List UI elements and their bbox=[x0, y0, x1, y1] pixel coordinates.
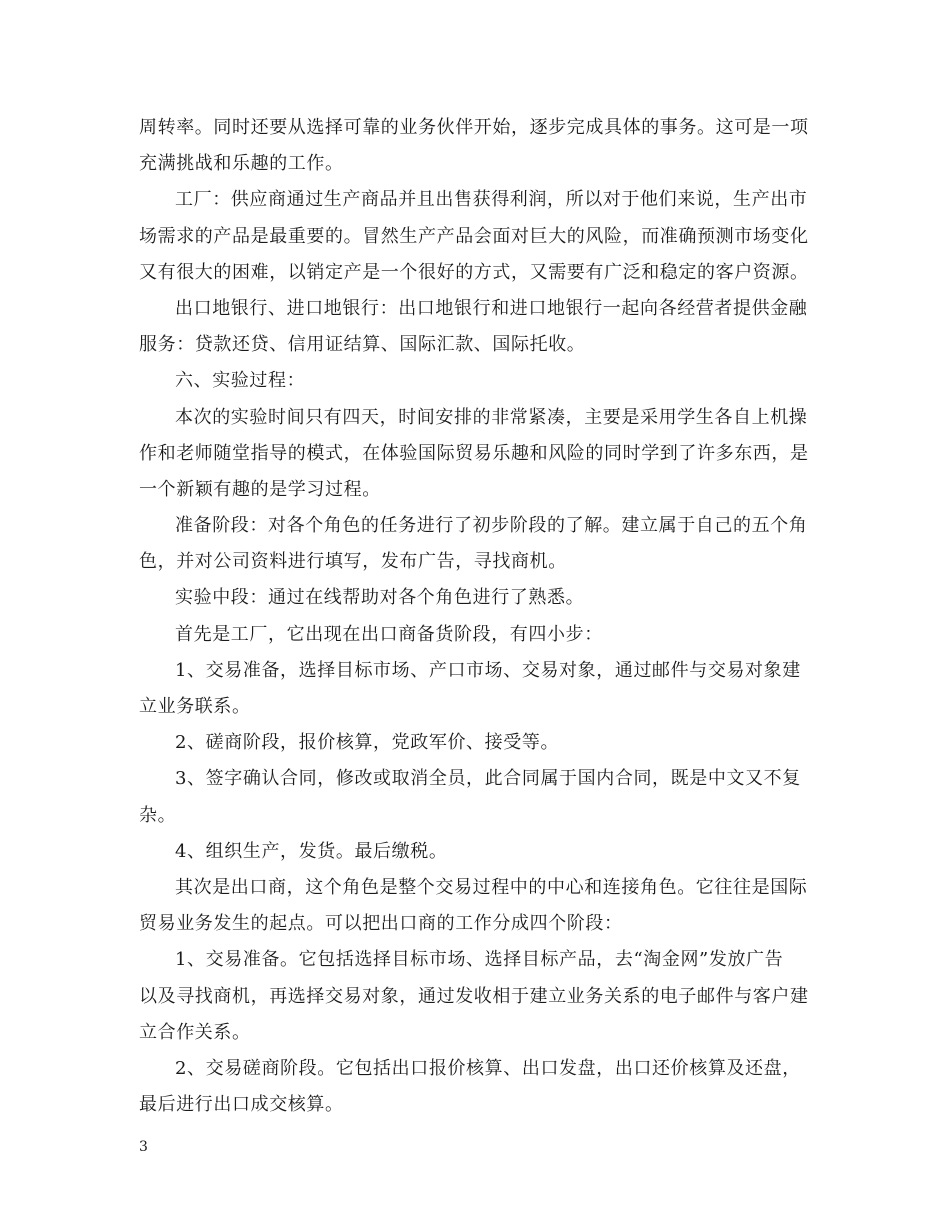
document-body bbox=[139, 110, 814, 1123]
text-line: 出口地银行、进口地银行：出口地银行和进口地银行一起向各经营者提供金融 bbox=[175, 297, 808, 319]
text-line: 准备阶段：对各个角色的任务进行了初步阶段的了解。建立属于自己的五个角 bbox=[175, 515, 808, 537]
text-line: 工厂：供应商通过生产商品并且出售获得利润，所以对于他们来说，生产出市 bbox=[175, 189, 808, 211]
text-line: 杂。 bbox=[139, 804, 177, 826]
section-heading: 六、实验过程： bbox=[175, 370, 306, 392]
list-item-text: 4、组织生产，发货。最后缴税。 bbox=[175, 840, 448, 862]
list-item-text: 2、磋商阶段，报价核算，党政军价、接受等。 bbox=[175, 732, 560, 754]
text-line: 场需求的产品是最重要的。冒然生产产品会面对巨大的风险，而准确预测市场变化 bbox=[139, 225, 809, 247]
text-line: 充满挑战和乐趣的工作。 bbox=[139, 153, 344, 175]
text-line: 本次的实验时间只有四天，时间安排的非常紧凑，主要是采用学生各自上机操 bbox=[175, 406, 808, 428]
text-line: 以及寻找商机，再选择交易对象，通过发收相于建立业务关系的电子邮件与客户建 bbox=[139, 985, 809, 1007]
text-line: 首先是工厂，它出现在出口商备货阶段，有四小步： bbox=[175, 623, 603, 645]
text-line: 一个新颖有趣的是学习过程。 bbox=[139, 478, 381, 500]
list-item-text: 1、交易准备，选择目标市场、产口市场、交易对象，通过邮件与交易对象建 bbox=[175, 659, 801, 681]
text-line: 实验中段：通过在线帮助对各个角色进行了熟悉。 bbox=[175, 587, 585, 609]
text-line: 作和老师随堂指导的模式，在体验国际贸易乐趣和风险的同时学到了许多东西，是 bbox=[139, 442, 809, 464]
text-line: 周转率。同时还要从选择可靠的业务伙伴开始，逐步完成具体的事务。这可是一项 bbox=[139, 117, 809, 138]
list-item-text: 1、交易准备。它包括选择目标市场、选择目标产品，去“淘金网”发放广告 bbox=[175, 949, 784, 971]
text-line: 贸易业务发生的起点。可以把出口商的工作分成四个阶段： bbox=[139, 913, 623, 935]
list-item-text: 2、交易磋商阶段。它包括出口报价核算、出口发盘，出口还价核算及还盘， bbox=[175, 1057, 801, 1079]
page-number: 3 bbox=[139, 1139, 148, 1155]
text-line: 服务：贷款还贷、信用证结算、国际汇款、国际托收。 bbox=[139, 334, 586, 356]
list-item-text: 3、签字确认合同，修改或取消全员，此合同属于国内合同，既是中文又不复 bbox=[175, 768, 801, 790]
text-line: 色，并对公司资料进行填写，发布广告，寻找商机。 bbox=[139, 551, 567, 573]
text-line: 又有很大的困难，以销定产是一个很好的方式，又需要有广泛和稳定的客户资源。 bbox=[139, 261, 809, 283]
text-line: 最后进行出口成交核算。 bbox=[139, 1094, 344, 1116]
text-line: 其次是出口商，这个角色是整个交易过程中的中心和连接角色。它往往是国际 bbox=[175, 876, 808, 898]
paragraph bbox=[139, 110, 814, 1123]
text-line: 立业务联系。 bbox=[139, 696, 251, 717]
text-line: 立合作关系。 bbox=[139, 1021, 251, 1043]
